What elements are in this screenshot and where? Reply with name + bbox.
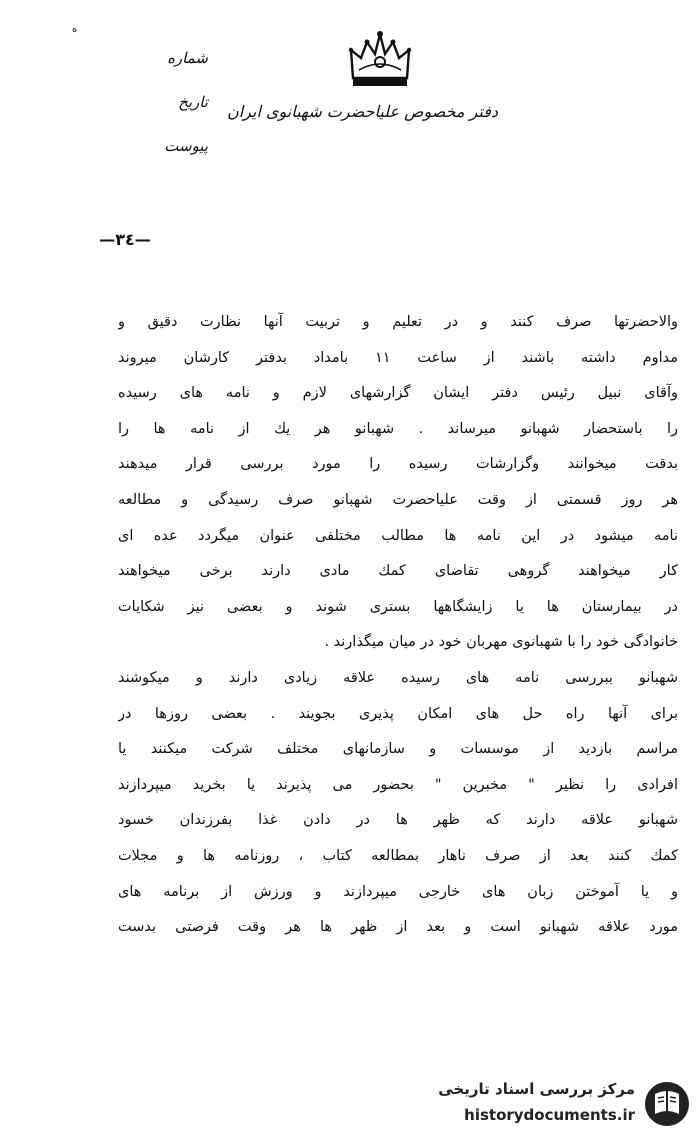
text-line: برای آنها راه حل های امکان پذیری بجویند . بعضی روزها در [118,705,678,722]
text-line: والاحضرتها صرف کنند و در تعلیم و تربیت آنها نظارت دقیق و [118,314,678,330]
text-line: مراسم بازدید از موسسات و سازمانهای مختلف شرکت میکنند یا [118,741,678,758]
watermark-url[interactable]: historydocuments.ir [464,1106,635,1124]
text-line: و یا آموختن زبان های خارجی میپردازند و ورزش از برنامه های [118,883,678,900]
attachment-label: پیوست [164,137,208,155]
margin-mark: ه [72,24,78,35]
page-number: —٣٤— [99,230,151,249]
text-line: شهبانو ببررسی نامه های رسیده علاقه زیادی دارند و میکوشند [118,669,678,686]
text-line: کمك کنند بعد از صرف ناهار بمطالعه کتاب ، روزنامه ها و مجلات [118,847,678,864]
date-label: تاریخ [178,93,208,111]
text-line: خانوادگی خود را با شهبانوی مهربان خود در میان میگذارند . [324,634,678,651]
watermark [405,1074,697,1136]
text-line: را باستحضار شهبانو میرساند . شهبانو هر یك از نامه ها را [118,420,678,437]
office-title: دفتر مخصوص علیاحضرت شهبانوی ایران [226,102,498,121]
meta-labels [118,44,208,176]
text-line: مداوم داشته باشند از ساعت ١١ بامداد بدفتر کارشان میروند [118,349,678,366]
crown-emblem-icon [345,28,415,90]
text-line: کار میخواهند گروهی تقاضای کمك مادی دارند برخی میخواهند [118,563,678,580]
watermark-name: مرکز بررسی اسناد تاریخی [438,1080,635,1098]
history-documents-logo-icon [643,1080,691,1128]
text-line: در بیمارستان ها یا زایشگاهها بستری شوند و بعضی نیز شکایات [118,598,678,615]
text-line: وآقای نبیل رئیس دفتر ایشان گزارشهای لازم و نامه های رسیده [118,385,678,402]
text-line: هر روز قسمتی از وقت علیاحضرت شهبانو صرف رسیدگی و مطالعه [118,491,678,508]
text-line: بدقت میخوانند وگزارشات رسیده را مورد بررسی قرار میدهند [118,456,678,473]
text-line: شهبانو علاقه دارند که ظهر ها در دادن غذا بفرزندان خسود [118,812,678,829]
text-line: نامه میشود در این نامه ها مطالب مختلفی عنوان میگردد عده ای [118,527,678,544]
text-line: افرادی را نظیر " مخبرین " بحضور می پذیرند یا بخرید میپردازند [118,776,678,793]
number-label: شماره [167,49,208,67]
text-line: مورد علاقه شهبانو است و بعد از ظهر ها هر وقت فرصتی بدست [118,919,678,936]
body-text [118,307,678,948]
